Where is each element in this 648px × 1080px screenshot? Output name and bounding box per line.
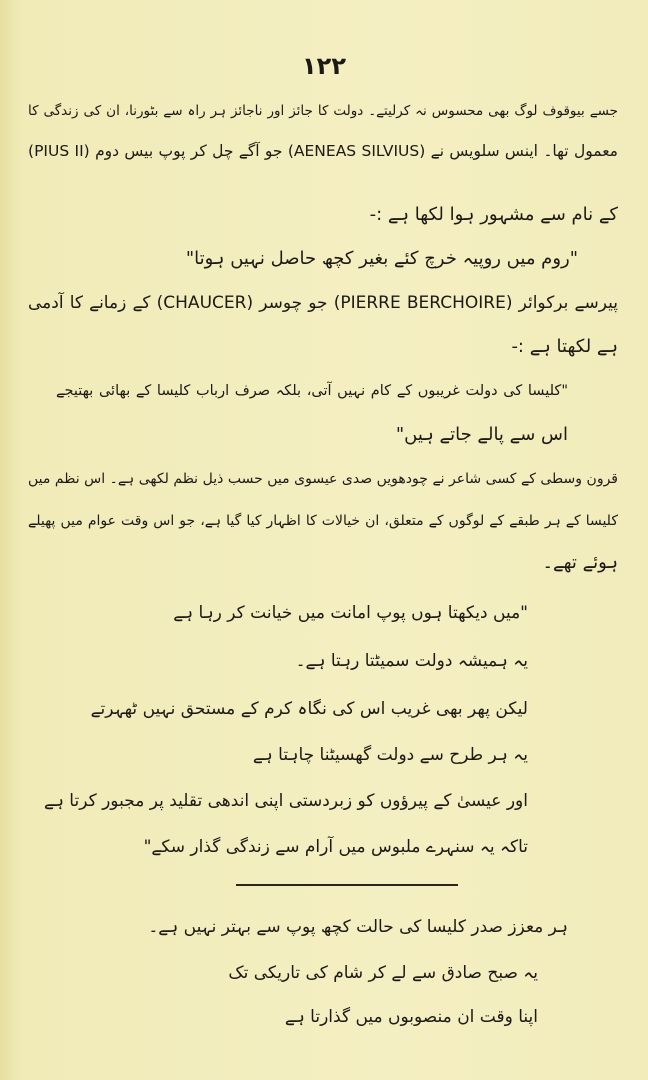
paragraph-line: پیرسے برکوائر (PIERRE BERCHOIRE) جو چوسر (CHAUCER) کے زمانے کا آدمی [28, 293, 618, 313]
poem-line: یہ ہمیشہ دولت سمیٹتا رہتا ہے۔ [295, 651, 528, 671]
quote-line: "روم میں روپیہ خرچ کئے بغیر کچھ حاصل نہیں ہوتا" [185, 248, 578, 269]
poem-line: اور عیسیٰ کے پیرؤوں کو زبردستی اپنی اندھی تقلید پر مجبور کرتا ہے [43, 791, 528, 811]
poem-line: اپنا وقت ان منصوبوں میں گذارتا ہے [284, 1007, 538, 1027]
poem-line: یہ صبح صادق سے لے کر شام کی تاریکی تک [228, 963, 538, 983]
poem-line: یہ ہر طرح سے دولت گھسیٹنا چاہتا ہے [252, 745, 528, 765]
quote-line: اس سے پالے جاتے ہیں" [395, 424, 568, 445]
poem-line: "میں دیکھتا ہوں پوپ امانت میں خیانت کر رہا ہے [173, 603, 528, 623]
paragraph-line: معمول تھا۔ اینس سلویس نے (AENEAS SILVIUS) جو آگے چل کر پوپ بیس دوم (PIUS II) [28, 142, 618, 160]
poem-line: ہر معزز صدر کلیسا کی حالت کچھ پوپ سے بہتر نہیں ہے۔ [148, 917, 568, 937]
paragraph-line: کے نام سے مشہور ہوا لکھا ہے :- [369, 204, 618, 225]
poem-line: تاکہ یہ سنہرے ملبوس میں آرام سے زندگی گذار سکے" [143, 837, 528, 857]
page-number: ۱۲۲ [302, 52, 346, 80]
poem-line: لیکن پھر بھی غریب اس کی نگاہ کرم کے مستحق نہیں ٹھہرتے [90, 699, 528, 719]
paragraph-line: کلیسا کے ہر طبقے کے لوگوں کے متعلق، ان خیالات کا اظہار کیا گیا ہے، جو اس وقت عوام میں پھیلے [28, 513, 618, 529]
quote-line: "کلیسا کی دولت غریبوں کے کام نہیں آتی، بلکہ صرف ارباب کلیسا کے بھائی بھتیجے [56, 383, 568, 399]
paragraph-line: ہے لکھتا ہے :- [511, 336, 618, 357]
section-divider [236, 884, 458, 886]
paragraph-line: قرون وسطی کے کسی شاعر نے چودھویں صدی عیسوی میں حسب ذیل نظم لکھی ہے۔ اس نظم میں [28, 471, 618, 487]
paragraph-line: جسے بیوقوف لوگ بھی محسوس نہ کرلیتے۔ دولت کا جائز اور ناجائز ہر راہ سے بٹورنا، ان کی زندگی کا [28, 103, 618, 119]
paragraph-line: ہوئے تھے۔ [542, 552, 618, 573]
